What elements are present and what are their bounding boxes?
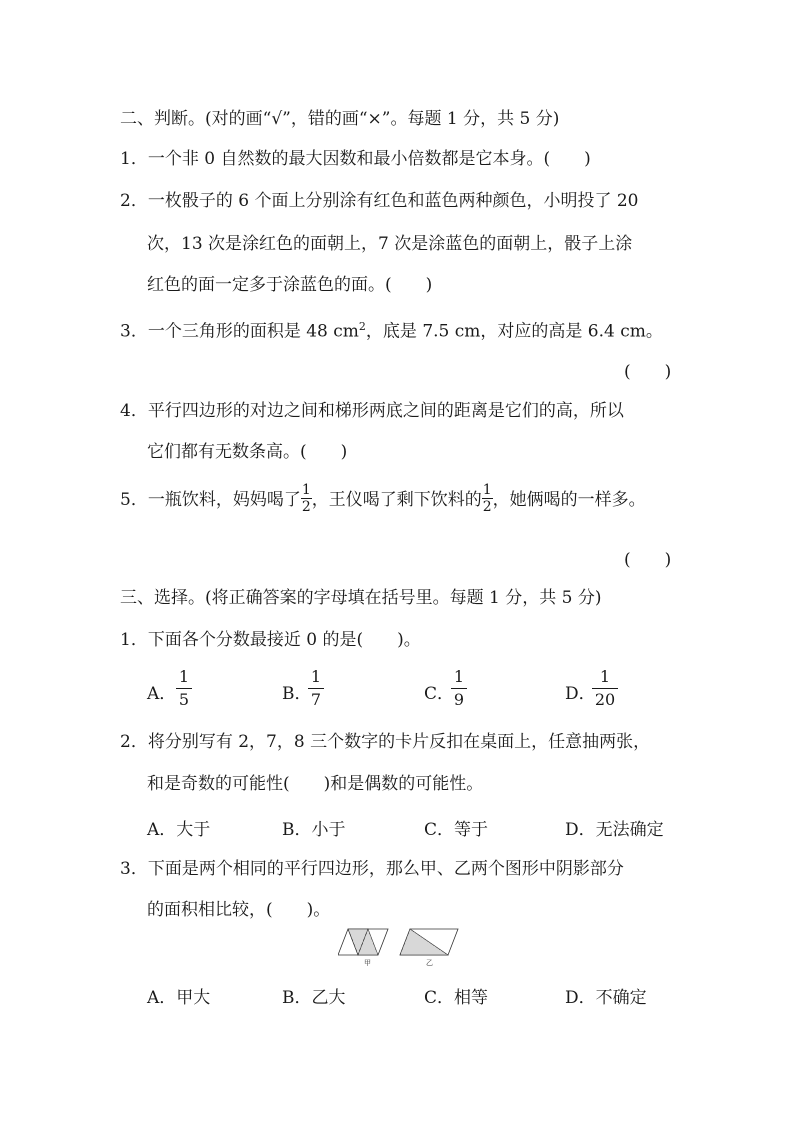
figure-yi: [400, 929, 458, 955]
option-b[interactable]: B．: [282, 684, 312, 704]
item-text: 下面是两个相同的平行四边形，那么甲、乙两个图形中阴影部分: [147, 859, 624, 879]
answer-parentheses[interactable]: ( ): [624, 362, 672, 382]
item-number: 1．: [120, 149, 148, 169]
item-number: 3．: [120, 859, 148, 879]
judge-item-4: [120, 399, 624, 423]
judge-item-2-cont-1: 次，13 次是涂红色的面朝上，7 次是涂蓝色的面朝上，骰子上涂: [147, 234, 633, 254]
item-text: ，王仪喝了剩下饮料的: [311, 490, 482, 510]
item-text-cont: ，底是 7.5 cm，对应的高是 6.4 cm。: [365, 321, 663, 342]
option-c[interactable]: C．: [424, 684, 455, 704]
denominator: 7: [310, 690, 322, 709]
judge-item-2-cont-2: 红色的面一定多于涂蓝色的面。( ): [147, 275, 433, 295]
item-number: 2．: [120, 732, 148, 752]
option-d[interactable]: D．不确定: [565, 988, 647, 1008]
option-c-fraction: [451, 666, 467, 711]
numerator: 1: [451, 666, 467, 689]
option-d[interactable]: D．: [565, 684, 596, 704]
parallelogram-figures: [338, 925, 478, 977]
option-a[interactable]: A．大于: [147, 820, 211, 840]
judge-item-5: [120, 484, 646, 517]
item-text: 一枚骰子的 6 个面上分别涂有红色和蓝色两种颜色，小明投了 20: [147, 191, 639, 211]
denominator: 5: [178, 690, 190, 709]
judge-item-2: [120, 189, 639, 213]
choice-item-3-cont: 的面积相比较，( )。: [147, 900, 331, 920]
item-number: 5．: [120, 490, 148, 510]
denominator: 2: [301, 499, 311, 515]
option-a-fraction: [176, 666, 192, 711]
figure-label-jia: 甲: [364, 959, 371, 967]
numerator: 1: [592, 666, 618, 689]
numerator: 1: [482, 482, 492, 498]
numerator: 1: [301, 482, 311, 498]
item-text: 一瓶饮料，妈妈喝了: [147, 490, 301, 510]
numerator: 1: [176, 666, 192, 689]
denominator: 20: [594, 690, 616, 709]
answer-parentheses[interactable]: ( ): [624, 550, 672, 570]
item-number: 2．: [120, 191, 148, 211]
numerator: 1: [308, 666, 324, 689]
parallelogram-diagram: [338, 925, 478, 977]
denominator: 9: [453, 690, 465, 709]
item-text: 平行四边形的对边之间和梯形两底之间的距离是它们的高，所以: [147, 401, 624, 421]
item-text: 一个非 0 自然数的最大因数和最小倍数都是它本身。( ): [147, 149, 591, 169]
judge-item-3: [120, 315, 663, 344]
choice-item-2-cont: 和是奇数的可能性( )和是偶数的可能性。: [147, 774, 484, 794]
option-b[interactable]: B．小于: [282, 820, 346, 840]
figure-label-yi: 乙: [426, 959, 433, 967]
item-number: 4．: [120, 401, 148, 421]
option-c[interactable]: C．等于: [424, 820, 489, 840]
option-d[interactable]: D．无法确定: [565, 820, 664, 840]
item-text: ，她俩喝的一样多。: [492, 490, 646, 510]
superscript: 2: [358, 320, 366, 333]
section-3-heading: 三、选择。(将正确答案的字母填在括号里。每题 1 分，共 5 分): [120, 588, 602, 608]
option-d-fraction: [592, 666, 618, 711]
item-text: 一个三角形的面积是 48 cm: [147, 321, 359, 342]
section-2-heading: 二、判断。(对的画“√”，错的画“×”。每题 1 分，共 5 分): [120, 109, 560, 129]
choice-item-2: [120, 730, 650, 754]
option-b[interactable]: B．乙大: [282, 988, 346, 1008]
choice-item-3: [120, 857, 624, 881]
judge-item-1: [120, 147, 591, 171]
option-c[interactable]: C．相等: [424, 988, 489, 1008]
fraction-half: [301, 482, 312, 515]
item-number: 1．: [120, 630, 148, 650]
item-number: 3．: [120, 321, 148, 342]
judge-item-4-cont: 它们都有无数条高。( ): [147, 442, 348, 462]
denominator: 2: [482, 499, 492, 515]
choice-item-1: [120, 628, 421, 652]
option-a[interactable]: A．: [147, 684, 177, 704]
figure-jia: [338, 929, 388, 955]
item-text: 下面各个分数最接近 0 的是( )。: [147, 630, 421, 650]
option-b-fraction: [308, 666, 324, 711]
option-a[interactable]: A．甲大: [147, 988, 211, 1008]
item-text: 将分别写有 2，7，8 三个数字的卡片反扣在桌面上，任意抽两张，: [147, 732, 651, 752]
fraction-half: [482, 482, 493, 515]
